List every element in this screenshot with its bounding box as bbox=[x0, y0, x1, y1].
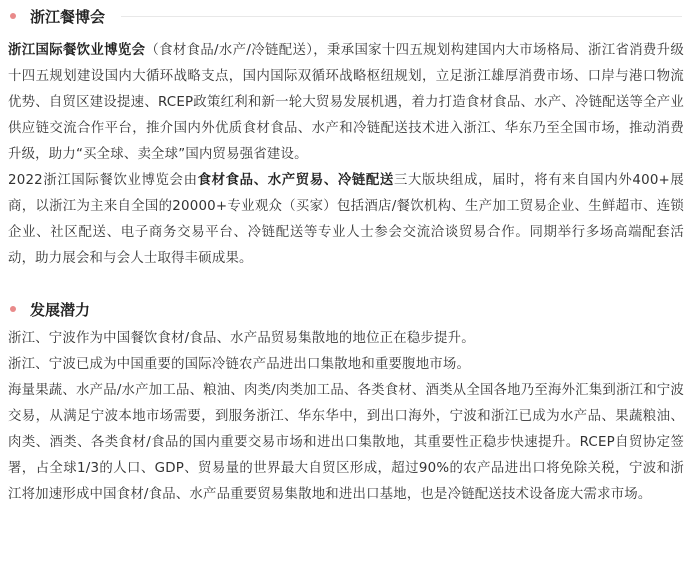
composition-paragraph bbox=[8, 168, 684, 272]
expo-name: 浙江国际餐饮业博览会 bbox=[8, 43, 146, 58]
section-title: 发展潜力 bbox=[30, 300, 91, 319]
composition-sectors: 食材食品、水产贸易、冷链配送 bbox=[197, 173, 394, 188]
intro-text: （食材食品/水产/冷链配送），秉承国家十四五规划构建国内大市场格局、浙江省消费升级十四五规划建设国内大循环战略支点，国内国际双循环战略枢纽规划，立足浙江雄厚消费市场、口岸与港口物流优势、自贸区建设提速、RCEP政策红利和新一轮大贸易发展机遇，着力打造食材食品、水产、冷链配送等全产业供应链交流合作平台，推介国内外优质食材食品、水产和冷链配送技术进入浙江、华东乃至全国市场，推动消费升级，助力“买全球、卖全球”国内贸易强省建设。 bbox=[8, 43, 684, 162]
development-paragraph-3: 海量果蔬、水产品/水产加工品、粮油、肉类/肉类加工品、各类食材、酒类从全国各地乃至海外汇集到浙江和宁波交易，从满足宁波本地市场需要，到服务浙江、华东华中，到出口海外，宁波和浙江已成为水产品、果蔬粮油、肉类、酒类、各类食材/食品的国内重要交易市场和进出口集散地，其重要性正稳步快速提升。RCEP自贸协定签署，占全球1/3的人口、GDP、贸易量的世界最大自贸区形成，超过90%的农产品进出口将免除关税，宁波和浙江将加速形成中国食材/食品、水产品重要贸易集散地和进出口基地，也是冷链配送技术设备庞大需求市场。 bbox=[8, 383, 684, 502]
bullet-dot-icon bbox=[10, 13, 16, 19]
section-body-zhejiang-expo bbox=[8, 38, 684, 272]
intro-paragraph bbox=[8, 38, 684, 168]
section-spacer bbox=[8, 272, 684, 294]
header-divider bbox=[121, 16, 682, 17]
section-header-zhejiang-expo bbox=[8, 0, 684, 32]
development-paragraph-2: 浙江、宁波已成为中国重要的国际冷链农产品进出口集散地和重要腹地市场。 bbox=[8, 357, 471, 372]
development-paragraph-1: 浙江、宁波作为中国餐饮食材/食品、水产品贸易集散地的地位正在稳步提升。 bbox=[8, 331, 475, 346]
section-body-development bbox=[8, 326, 684, 508]
composition-text-pre: 2022浙江国际餐饮业博览会由 bbox=[8, 173, 198, 188]
section-title: 浙江餐博会 bbox=[30, 7, 106, 26]
section-header-development bbox=[8, 294, 684, 324]
bullet-dot-icon bbox=[10, 306, 16, 312]
composition-text-post: 三大版块组成，届时，将有来自国内外400+展商，以浙江为主来自全国的20000+专业观众（买家）包括酒店/餐饮机构、生产加工贸易企业、生鲜超市、连锁企业、社区配送、电子商务交易平台、冷链配送等专业人士参会交流洽谈贸易合作。同期举行多场高端配套活动，助力展会和与会人士取得丰硕成果。 bbox=[8, 173, 684, 266]
